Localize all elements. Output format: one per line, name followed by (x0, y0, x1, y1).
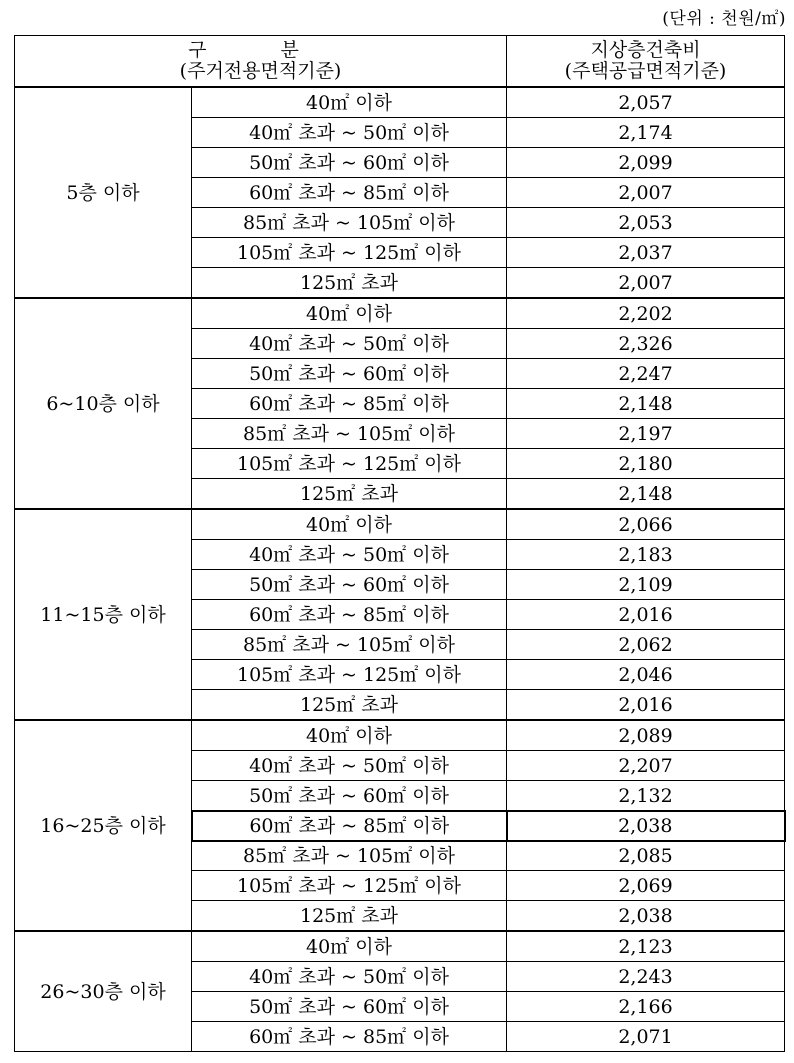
table-row (15, 509, 785, 540)
area-range-cell: 40㎡ 이하 (192, 931, 507, 962)
area-range-cell: 125㎡ 초과 (192, 901, 507, 932)
cost-value-cell: 2,202 (507, 298, 785, 329)
cost-value-cell: 2,247 (507, 359, 785, 389)
area-range-cell: 60㎡ 초과 ~ 85㎡ 이하 (192, 389, 507, 419)
cost-value-cell: 2,099 (507, 148, 785, 178)
area-range-cell: 125㎡ 초과 (192, 479, 507, 510)
area-range-cell: 105㎡ 초과 ~ 125㎡ 이하 (192, 660, 507, 690)
area-range-cell: 40㎡ 초과 ~ 50㎡ 이하 (192, 540, 507, 570)
area-range-cell: 50㎡ 초과 ~ 60㎡ 이하 (192, 570, 507, 600)
cost-value-cell: 2,066 (507, 509, 785, 540)
cost-value-cell: 2,132 (507, 781, 785, 811)
cost-header-line2: (주택공급면적기준) (564, 60, 727, 82)
cost-value-cell: 2,123 (507, 931, 785, 962)
cost-value-cell: 2,007 (507, 178, 785, 208)
cost-value-cell: 2,243 (507, 962, 785, 992)
category-header-line2: (주거전용면적기준) (179, 60, 342, 82)
cost-value-cell: 2,016 (507, 600, 785, 630)
area-range-cell: 105㎡ 초과 ~ 125㎡ 이하 (192, 238, 507, 268)
area-range-cell: 60㎡ 초과 ~ 85㎡ 이하 (192, 178, 507, 208)
cost-value-cell: 2,046 (507, 660, 785, 690)
cost-value-cell: 2,038 (507, 811, 785, 841)
table-body (15, 87, 785, 1052)
area-range-cell: 85㎡ 초과 ~ 105㎡ 이하 (192, 841, 507, 871)
cost-value-cell: 2,007 (507, 268, 785, 299)
cost-value-cell: 2,180 (507, 449, 785, 479)
cost-value-cell: 2,148 (507, 479, 785, 510)
area-range-cell: 40㎡ 초과 ~ 50㎡ 이하 (192, 751, 507, 781)
area-range-cell: 50㎡ 초과 ~ 60㎡ 이하 (192, 781, 507, 811)
cost-value-cell: 2,207 (507, 751, 785, 781)
cost-value-cell: 2,109 (507, 570, 785, 600)
area-range-cell: 125㎡ 초과 (192, 690, 507, 721)
area-range-cell: 85㎡ 초과 ~ 105㎡ 이하 (192, 419, 507, 449)
area-range-cell: 40㎡ 초과 ~ 50㎡ 이하 (192, 962, 507, 992)
area-range-cell: 40㎡ 이하 (192, 298, 507, 329)
cost-value-cell: 2,037 (507, 238, 785, 268)
table-row (15, 931, 785, 962)
cost-value-cell: 2,089 (507, 720, 785, 751)
category-header-line1: 구 분 (188, 39, 333, 61)
area-range-cell: 50㎡ 초과 ~ 60㎡ 이하 (192, 992, 507, 1022)
cost-value-cell: 2,183 (507, 540, 785, 570)
cost-header-line1: 지상층건축비 (590, 39, 701, 61)
cost-value-cell: 2,038 (507, 901, 785, 932)
cost-value-cell: 2,069 (507, 871, 785, 901)
cost-value-cell: 2,166 (507, 992, 785, 1022)
floor-band-cell: 6~10층 이하 (15, 298, 192, 509)
area-range-cell: 40㎡ 초과 ~ 50㎡ 이하 (192, 329, 507, 359)
cost-value-cell: 2,197 (507, 419, 785, 449)
area-range-cell: 40㎡ 이하 (192, 509, 507, 540)
area-range-cell: 40㎡ 이하 (192, 87, 507, 118)
construction-cost-table (14, 35, 785, 1052)
table-header-row (15, 36, 785, 88)
area-range-cell: 50㎡ 초과 ~ 60㎡ 이하 (192, 359, 507, 389)
area-range-cell: 85㎡ 초과 ~ 105㎡ 이하 (192, 630, 507, 660)
unit-note: (단위 : 천원/㎡) (662, 9, 786, 29)
area-range-cell: 60㎡ 초과 ~ 85㎡ 이하 (192, 600, 507, 630)
area-range-cell: 105㎡ 초과 ~ 125㎡ 이하 (192, 871, 507, 901)
cost-header (507, 36, 785, 88)
cost-value-cell: 2,085 (507, 841, 785, 871)
area-range-cell: 105㎡ 초과 ~ 125㎡ 이하 (192, 449, 507, 479)
cost-value-cell: 2,148 (507, 389, 785, 419)
area-range-cell: 60㎡ 초과 ~ 85㎡ 이하 (192, 811, 507, 841)
cost-value-cell: 2,057 (507, 87, 785, 118)
floor-band-cell: 16~25층 이하 (15, 720, 192, 931)
table-row (15, 87, 785, 118)
cost-value-cell: 2,016 (507, 690, 785, 721)
floor-band-cell: 5층 이하 (15, 87, 192, 298)
table-row (15, 720, 785, 751)
floor-band-cell: 11~15층 이하 (15, 509, 192, 720)
cost-value-cell: 2,071 (507, 1022, 785, 1052)
area-range-cell: 125㎡ 초과 (192, 268, 507, 299)
cost-value-cell: 2,062 (507, 630, 785, 660)
area-range-cell: 40㎡ 초과 ~ 50㎡ 이하 (192, 118, 507, 148)
floor-band-cell: 26~30층 이하 (15, 931, 192, 1052)
area-range-cell: 50㎡ 초과 ~ 60㎡ 이하 (192, 148, 507, 178)
cost-value-cell: 2,053 (507, 208, 785, 238)
cost-value-cell: 2,326 (507, 329, 785, 359)
table-row (15, 298, 785, 329)
area-range-cell: 40㎡ 이하 (192, 720, 507, 751)
area-range-cell: 85㎡ 초과 ~ 105㎡ 이하 (192, 208, 507, 238)
area-range-cell: 60㎡ 초과 ~ 85㎡ 이하 (192, 1022, 507, 1052)
cost-value-cell: 2,174 (507, 118, 785, 148)
category-header (15, 36, 507, 88)
